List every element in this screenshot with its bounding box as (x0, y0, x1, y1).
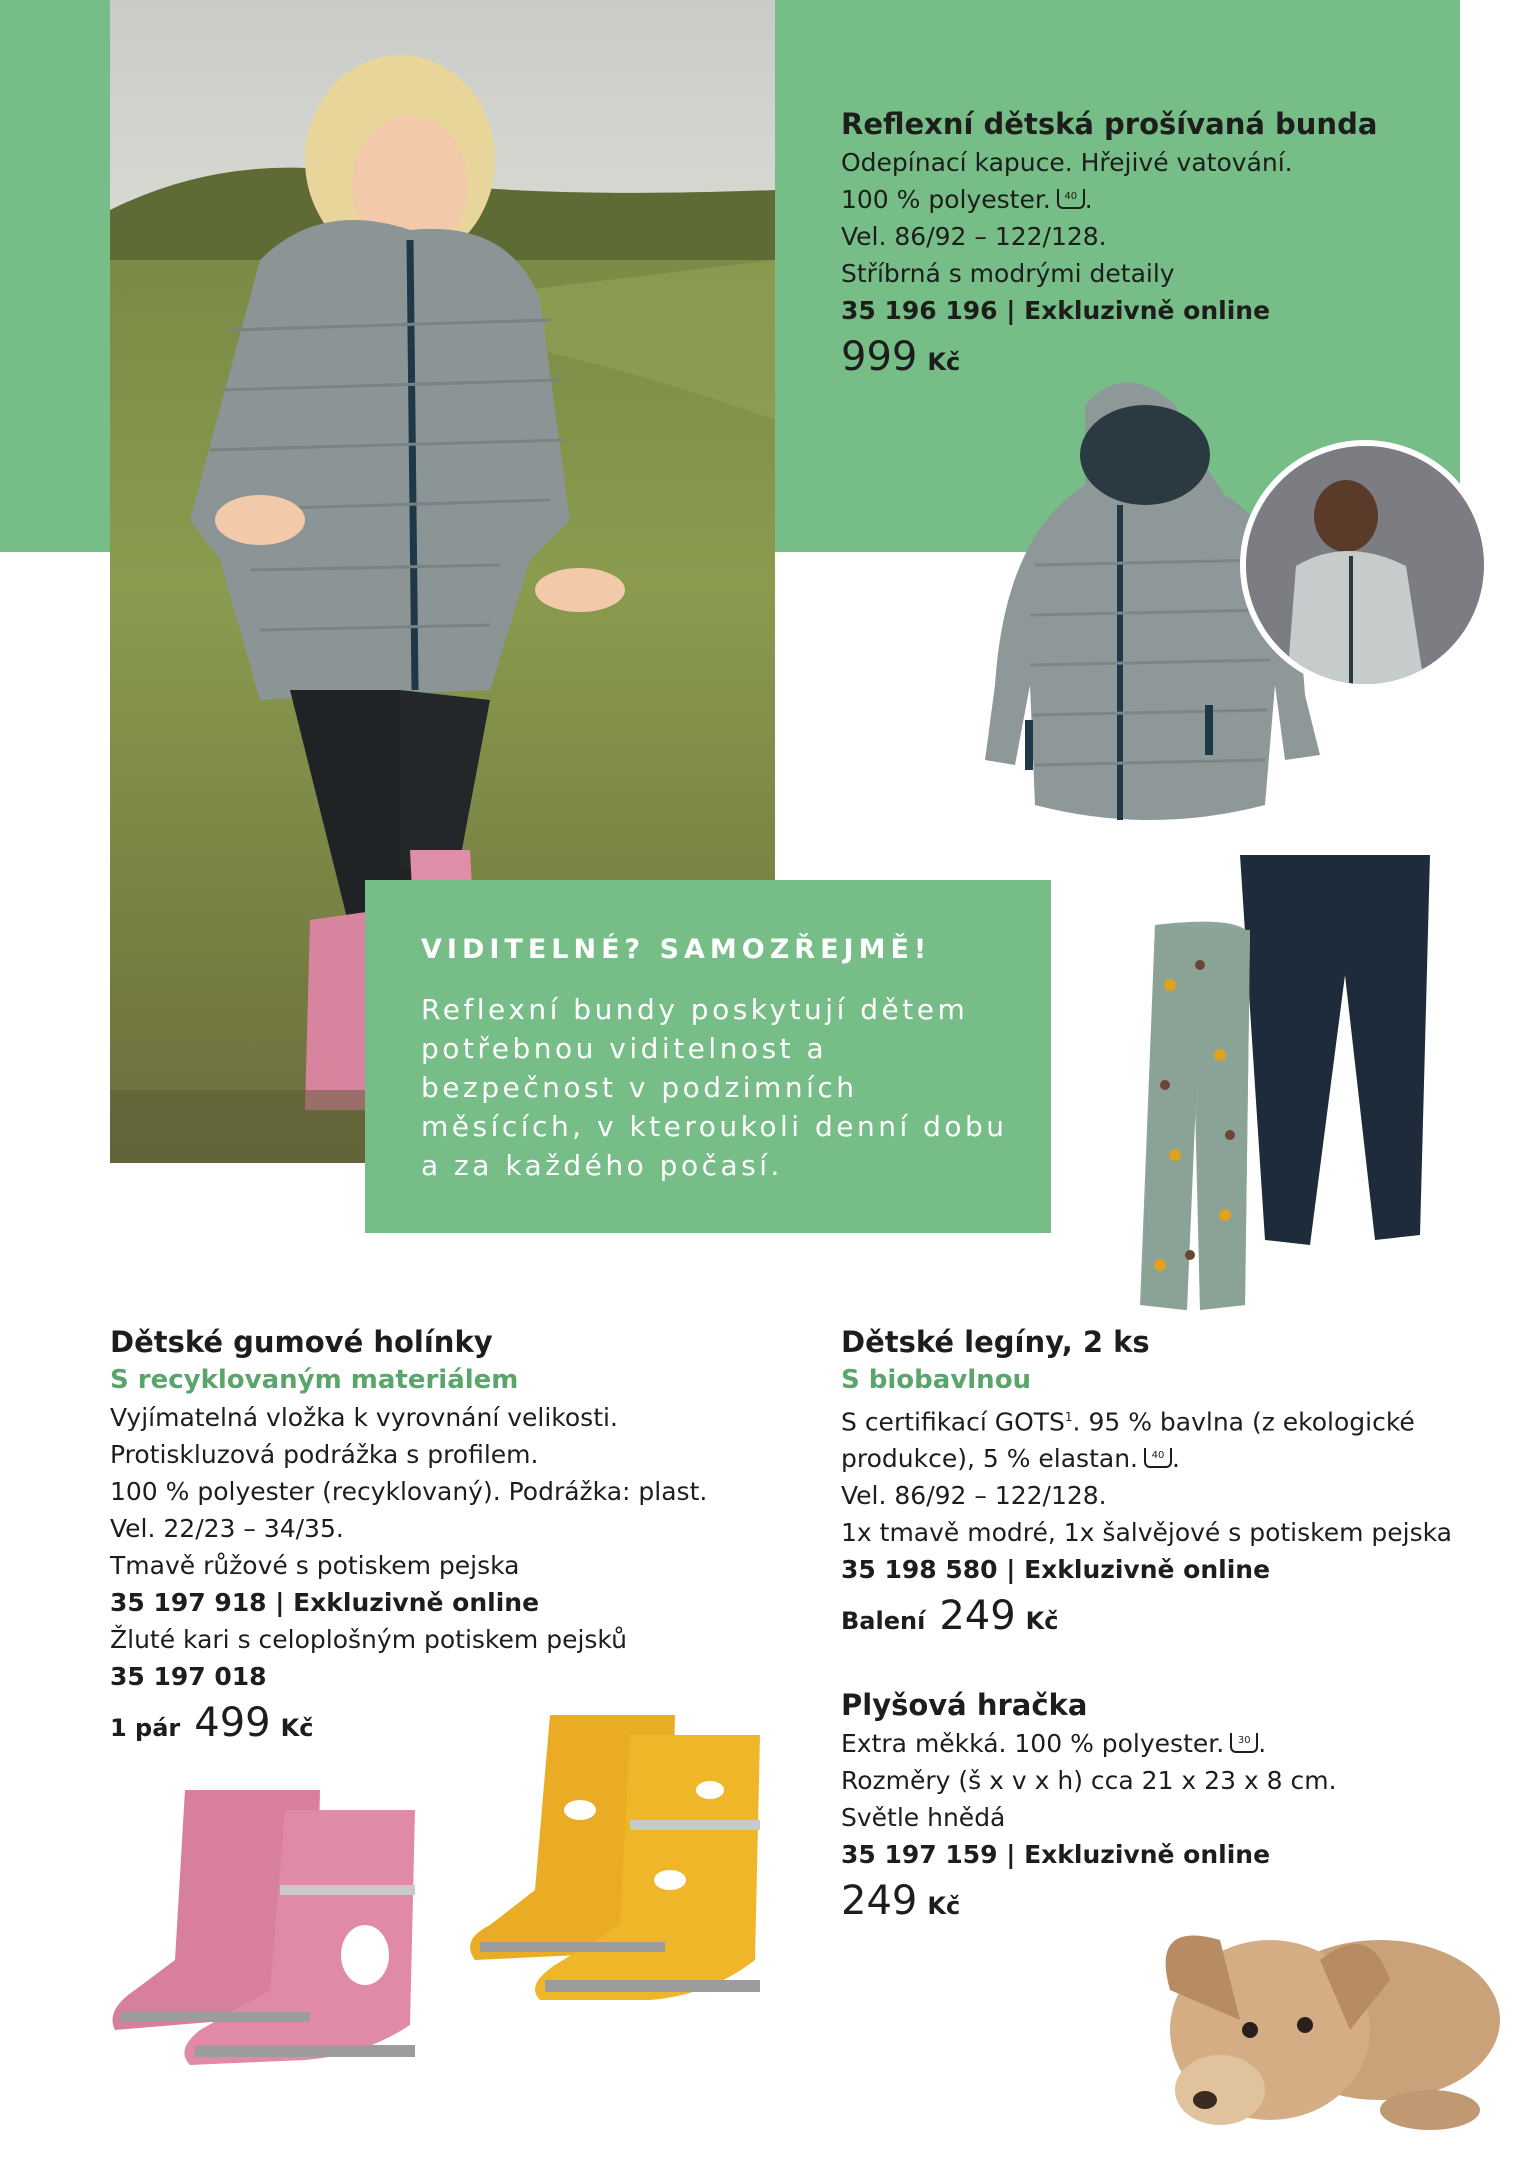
price-currency: Kč (280, 1714, 314, 1742)
leggings-sizes: Vel. 86/92 – 122/128. (841, 1481, 1107, 1511)
pink-boots-image (105, 1780, 435, 2080)
jacket-product-info (841, 104, 1401, 381)
jacket-description-2: 100 % polyester. 40 . (841, 185, 1093, 214)
jacket-code: 35 196 196 | Exkluzivně online (841, 296, 1271, 325)
price-currency: Kč (927, 1892, 961, 1920)
price-currency: Kč (927, 348, 961, 376)
price-value: 249 (841, 1878, 918, 1924)
boots-name: Dětské gumové holínky (110, 1325, 493, 1359)
callout-body: Reflexní bundy poskytují dětem potřebnou viditelnost a bezpečnost v podzimních měsících, v kteroukoli denní dobu a za každého počasí. (421, 993, 1008, 1182)
boots-variant-yellow: Žluté kari s celoplošným potiskem pejsků (110, 1625, 627, 1654)
yellow-boots-image (460, 1710, 780, 2020)
boots-description-1: Vyjímatelná vložka k vyrovnání velikosti. (110, 1403, 618, 1432)
toy-code: 35 197 159 | Exkluzivně online (841, 1840, 1271, 1869)
jacket-sizes: Vel. 86/92 – 122/128. (841, 222, 1107, 251)
jacket-name: Reflexní dětská prošívaná bunda (841, 107, 1378, 141)
wash-40-icon: 40 (1057, 189, 1085, 209)
jacket-color: Stříbrná s modrými detaily (841, 259, 1175, 288)
boots-description-3: 100 % polyester (recyklovaný). Podrážka: plast. (110, 1477, 708, 1506)
price-currency: Kč (1025, 1607, 1059, 1636)
boots-sizes: Vel. 22/23 – 34/35. (110, 1514, 344, 1543)
boots-variant-pink: Tmavě růžové s potiskem pejska (110, 1551, 520, 1580)
boots-code-yellow: 35 197 018 (110, 1662, 267, 1691)
leggings-name: Dětské legíny, 2 ks (841, 1325, 1150, 1359)
leggings-description-2: produkce), 5 % elastan. 40 . (841, 1444, 1180, 1474)
leggings-product-image (1130, 855, 1440, 1315)
boots-product-info (110, 1322, 730, 1747)
callout-box (365, 880, 1051, 1233)
wash-40-icon: 40 (1144, 1448, 1172, 1468)
plush-toy-image (1130, 1880, 1510, 2150)
toy-color: Světle hnědá (841, 1803, 1006, 1832)
price-prefix: 1 pár (110, 1714, 181, 1742)
leggings-subtitle: S biobavlnou (841, 1365, 1032, 1395)
toy-description-1: Extra měkká. 100 % polyester. 30 . (841, 1729, 1267, 1758)
leggings-price (841, 1593, 1481, 1640)
leggings-code: 35 198 580 | Exkluzivně online (841, 1555, 1271, 1585)
callout-title: VIDITELNÉ? SAMOZŘEJMĚ! (421, 934, 932, 965)
leggings-colors: 1x tmavě modré, 1x šalvějové s potiskem pejska (841, 1518, 1452, 1548)
price-value: 999 (841, 334, 918, 380)
wash-30-icon: 30 (1230, 1733, 1258, 1753)
price-value: 499 (194, 1700, 271, 1746)
price-prefix: Balení (841, 1607, 926, 1636)
boots-subtitle: S recyklovaným materiálem (110, 1365, 519, 1395)
child-wearing-jacket-photo (1240, 440, 1490, 690)
price-value: 249 (939, 1593, 1016, 1640)
toy-dimensions: Rozměry (š x v x h) cca 21 x 23 x 8 cm. (841, 1766, 1337, 1795)
boots-code-pink: 35 197 918 | Exkluzivně online (110, 1588, 540, 1617)
boots-description-2: Protiskluzová podrážka s profilem. (110, 1440, 539, 1469)
leggings-product-info (841, 1322, 1481, 1640)
leggings-description-1: S certifikací GOTS$^1$. 95 % bavlna (z ekologické (841, 1407, 1415, 1437)
toy-name: Plyšová hračka (841, 1688, 1088, 1722)
jacket-description-1: Odepínací kapuce. Hřejivé vatování. (841, 148, 1293, 177)
